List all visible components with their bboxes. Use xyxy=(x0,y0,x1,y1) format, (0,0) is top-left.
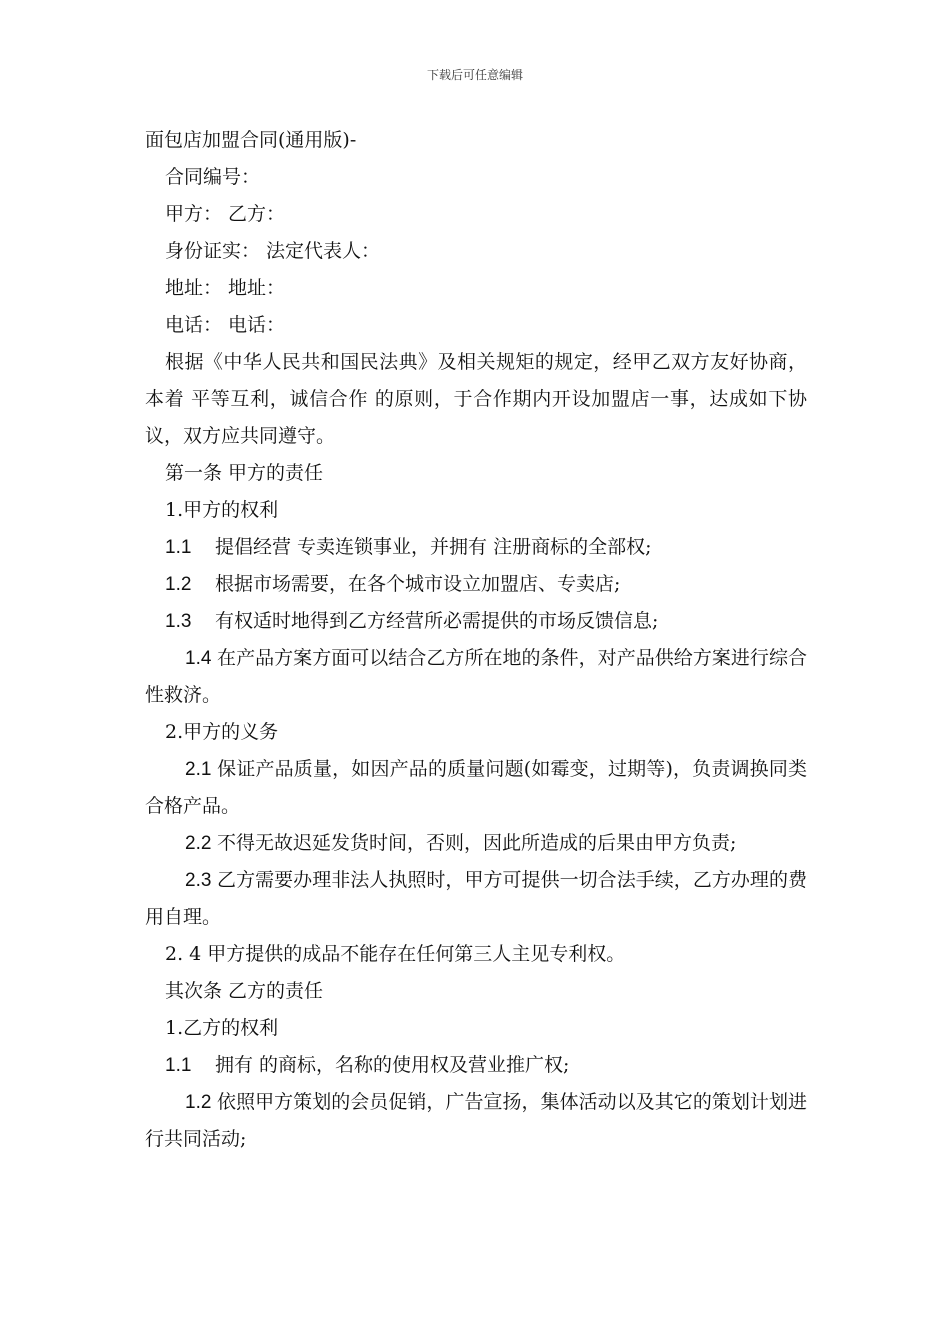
clause-text: 依照甲方策划的会员促销，广告宣扬，集体活动以及其它的策划计划进行共同活动; xyxy=(145,1091,807,1150)
clause-number: 2.1 xyxy=(185,759,212,780)
clause-number: 1.2 xyxy=(165,574,192,595)
clause-text: 根据市场需要，在各个城市设立加盟店、专卖店; xyxy=(215,573,621,595)
clause-a-2-4: 2. 4 甲方提供的成品不能存在任何第三人主见专利权。 xyxy=(165,943,626,965)
clause-number: 1.2 xyxy=(185,1092,212,1113)
page-header: 下载后可任意编辑 xyxy=(426,68,523,82)
clause-number: 2.3 xyxy=(185,870,212,891)
id-line: 身份证实： 法定代表人： xyxy=(165,240,381,262)
clause-a-2-2 xyxy=(145,825,807,862)
clause-text: 有权适时地得到乙方经营所必需提供的市场反馈信息; xyxy=(215,610,659,632)
clause-a-1-3 xyxy=(145,603,807,640)
clause-a-1-1 xyxy=(145,529,807,566)
clause-number: 2.2 xyxy=(185,833,212,854)
article-2-title: 其次条 乙方的责任 xyxy=(165,980,324,1002)
clause-a-2-1 xyxy=(145,751,807,825)
clause-text: 提倡经营 专卖连锁事业，并拥有 注册商标的全部权; xyxy=(215,536,652,558)
clause-text: 拥有 的商标，名称的使用权及营业推广权; xyxy=(215,1054,570,1076)
clause-a-1-2 xyxy=(145,566,807,603)
party-b-rights-heading: 1.乙方的权利 xyxy=(165,1017,279,1039)
clause-number: 1.4 xyxy=(185,648,212,669)
clause-b-1-1 xyxy=(145,1047,807,1084)
document-body xyxy=(145,122,807,1158)
parties-line: 甲方： 乙方： xyxy=(165,203,286,225)
phone-line: 电话： 电话： xyxy=(165,314,286,336)
clause-number: 1.1 xyxy=(165,1055,192,1076)
preamble-paragraph: 根据《中华人民共和国民法典》及相关规矩的规定，经甲乙双方友好协商，本着 平等互利，诚信合作 的原则，于合作期内开设加盟店一事，达成如下协议，双方应共同遵守。 xyxy=(145,351,807,447)
clause-text: 在产品方案方面可以结合乙方所在地的条件，对产品供给方案进行综合性救济。 xyxy=(145,647,807,706)
clause-number: 1.1 xyxy=(165,537,192,558)
article-1-title: 第一条 甲方的责任 xyxy=(165,462,324,484)
clause-text: 保证产品质量，如因产品的质量问题(如霉变，过期等)，负责调换同类合格产品。 xyxy=(145,758,807,817)
address-line: 地址： 地址： xyxy=(165,277,286,299)
party-a-duties-heading: 2.甲方的义务 xyxy=(165,721,279,743)
contract-number: 合同编号： xyxy=(165,166,261,188)
clause-number: 1.3 xyxy=(165,611,192,632)
document-title: 面包店加盟合同(通用版)- xyxy=(145,129,357,151)
clause-text: 不得无故迟延发货时间，否则，因此所造成的后果由甲方负责; xyxy=(217,832,737,854)
clause-text: 乙方需要办理非法人执照时，甲方可提供一切合法手续，乙方办理的费用自理。 xyxy=(145,869,807,928)
clause-b-1-2 xyxy=(145,1084,807,1158)
clause-a-1-4 xyxy=(145,640,807,714)
clause-a-2-3 xyxy=(145,862,807,936)
party-a-rights-heading: 1.甲方的权利 xyxy=(165,499,279,521)
